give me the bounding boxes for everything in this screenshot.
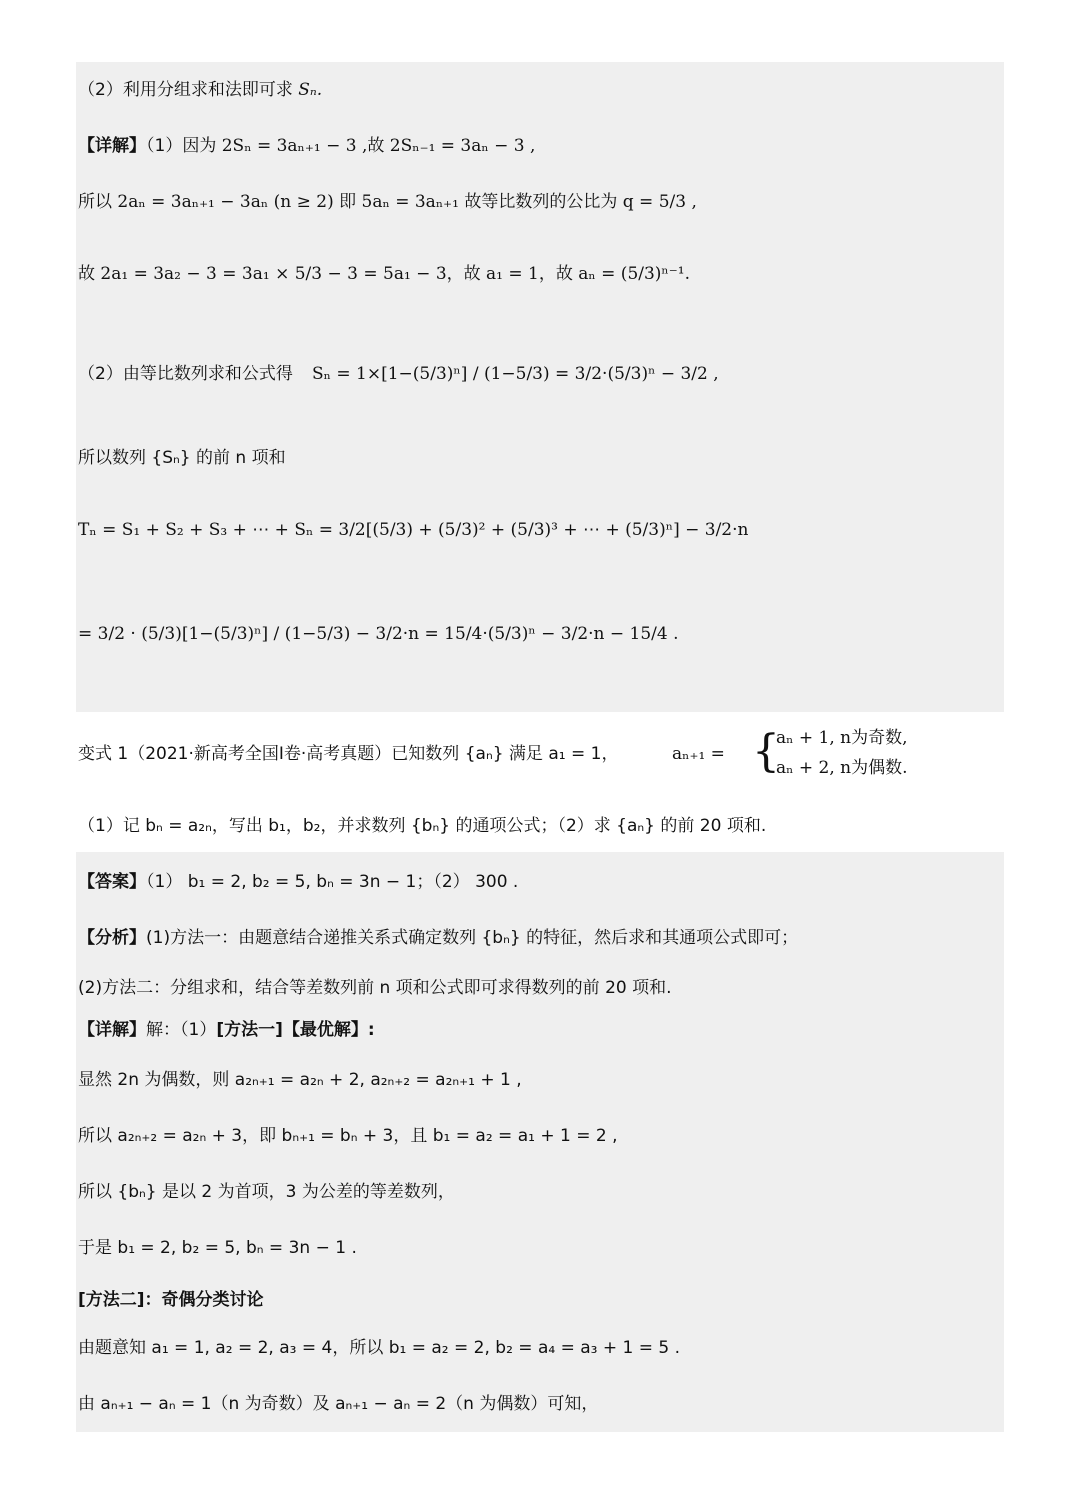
- Tn-formula: [78, 518, 748, 542]
- piecewise-bottom: [776, 756, 908, 780]
- text: 所以 a₂ₙ₊₂ = a₂ₙ + 3，即 bₙ₊₁ = bₙ + 3，且 b₁ = a₂ = a₁ + 1 = 2 ,: [78, 1126, 618, 1146]
- text: 由题意知 a₁ = 1, a₂ = 2, a₃ = 4，所以 b₁ = a₂ = 2, b₂ = a₄ = a₃ + 1 = 5 .: [78, 1338, 681, 1358]
- solution-block-2: [76, 852, 1004, 1432]
- text: (1)方法一：由题意结合递推关系式确定数列 {bₙ} 的特征，然后求和其通项公式即可；: [146, 928, 799, 948]
- Tn-result: [78, 622, 679, 646]
- problem-variant-1: [76, 712, 1004, 852]
- math: Sₙ.: [298, 80, 323, 100]
- method-two-title: [78, 1288, 264, 1312]
- line-sum-formula: [78, 362, 293, 386]
- text: 故: [78, 264, 101, 284]
- solution-block-1: [76, 62, 1004, 712]
- text: 所以: [78, 192, 118, 212]
- detail-label: 【详解】: [78, 1020, 146, 1040]
- math: 2Sₙ = 3aₙ₊₁ − 3 ,故 2Sₙ₋₁ = 3aₙ − 3 ,: [221, 136, 536, 156]
- text: 所以数列 {Sₙ} 的前 n 项和: [78, 448, 286, 468]
- math: 2a₁ = 3a₂ − 3 = 3a₁ × 5/3 − 3 = 5a₁ − 3，故 a₁ = 1，故 aₙ = (5/3)ⁿ⁻¹.: [100, 264, 690, 284]
- line-detail-1: [78, 134, 535, 158]
- step-line-2: [78, 1124, 617, 1148]
- text: （1） b₁ = 2, b₂ = 5, bₙ = 3n − 1；（2） 300 .: [146, 872, 519, 892]
- step-line-6: [78, 1392, 598, 1416]
- piecewise-brace: {: [752, 726, 780, 777]
- step-line-3: [78, 1180, 455, 1204]
- text: 变式 1（2021·新高考全国Ⅰ卷·高考真题）已知数列 {aₙ} 满足 a₁ = 1，: [78, 744, 619, 764]
- text: (2)方法二：分组求和，结合等差数列前 n 项和公式即可求得数列的前 20 项和.: [78, 978, 672, 998]
- sum-formula-math: [312, 362, 719, 386]
- piecewise-lhs: [672, 742, 725, 766]
- piecewise-top: [776, 726, 908, 750]
- math: 2aₙ = 3aₙ₊₁ − 3aₙ (n ≥ 2) 即 5aₙ = 3aₙ₊₁ 故等比数列的公比为 q = 5/3 ,: [117, 192, 697, 212]
- detail-line: [78, 1018, 375, 1042]
- analysis-line-2: [78, 976, 672, 1000]
- answer-label: 【答案】: [78, 872, 146, 892]
- step-line-4: [78, 1236, 357, 1260]
- text: （2）利用分组求和法即可求: [78, 80, 299, 100]
- text: （1）因为: [146, 136, 222, 156]
- step-line-5: [78, 1336, 680, 1360]
- math: = 3/2 · (5/3)[1−(5/3)ⁿ] / (1−5/3) − 3/2·n = 15/4·(5/3)ⁿ − 3/2·n − 15/4 .: [78, 624, 679, 644]
- line-ratio: [78, 190, 697, 214]
- text: 由 aₙ₊₁ − aₙ = 1（n 为奇数）及 aₙ₊₁ − aₙ = 2（n 为偶数）可知，: [78, 1394, 599, 1414]
- text: 于是 b₁ = 2, b₂ = 5, bₙ = 3n − 1 .: [78, 1238, 357, 1258]
- text: 所以 {bₙ} 是以 2 为首项，3 为公差的等差数列，: [78, 1182, 455, 1202]
- problem-statement: [78, 742, 618, 766]
- analysis-label: 【分析】: [78, 928, 146, 948]
- method-one-title: [方法一]【最优解】:: [216, 1020, 375, 1040]
- step-line-1: [78, 1068, 522, 1092]
- line-Tn-intro: [78, 446, 286, 470]
- analysis-line-1: [78, 926, 798, 950]
- answer-line: [78, 870, 518, 894]
- math: aₙ + 2, n为偶数.: [776, 758, 908, 778]
- text: 显然 2n 为偶数，则 a₂ₙ₊₁ = a₂ₙ + 2, a₂ₙ₊₂ = a₂ₙ₊₁ + 1 ,: [78, 1070, 522, 1090]
- text: 解：（1）: [146, 1020, 217, 1040]
- detail-label: 【详解】: [78, 136, 146, 156]
- math: Sₙ = 1×[1−(5/3)ⁿ] / (1−5/3) = 3/2·(5/3)ⁿ − 3/2 ,: [312, 364, 719, 384]
- line-a1: [78, 262, 690, 286]
- line-method-note: [78, 78, 322, 102]
- text: （2）由等比数列求和公式得: [78, 364, 293, 384]
- math: aₙ₊₁ =: [672, 744, 725, 764]
- math: aₙ + 1, n为奇数,: [776, 728, 908, 748]
- method-two-label: [方法二]：奇偶分类讨论: [78, 1290, 264, 1310]
- math: Tₙ = S₁ + S₂ + S₃ + ⋯ + Sₙ = 3/2[(5/3) + (5/3)² + (5/3)³ + ⋯ + (5/3)ⁿ] − 3/2·n: [78, 520, 749, 540]
- text: （1）记 bₙ = a₂ₙ，写出 b₁，b₂，并求数列 {bₙ} 的通项公式；（2）求 {aₙ} 的前 20 项和.: [78, 816, 767, 836]
- problem-questions: [78, 814, 766, 838]
